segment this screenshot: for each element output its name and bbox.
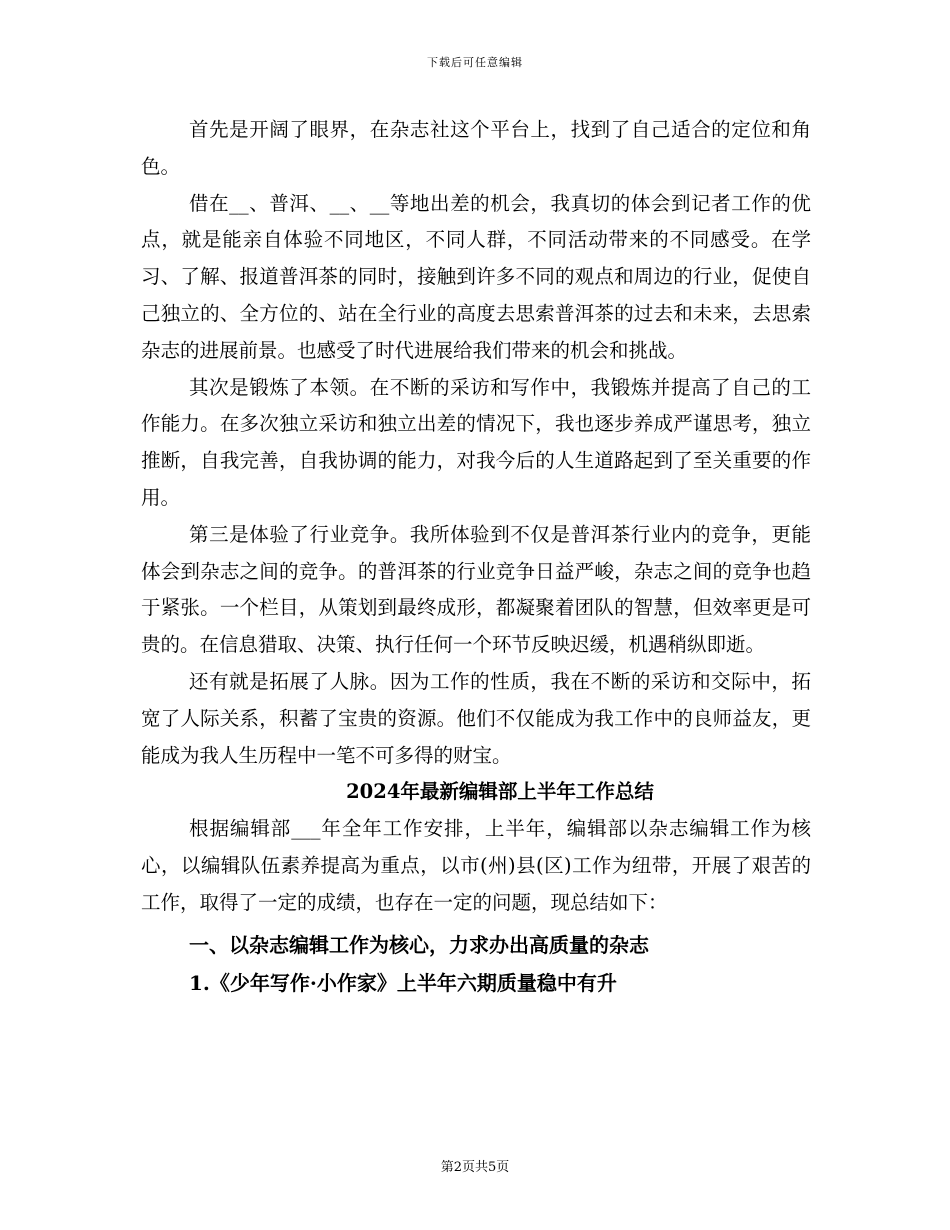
- page-footer: 第2页共5页: [440, 1160, 510, 1175]
- paragraph-network: 还有就是拓展了人脉。因为工作的性质，我在不断的采访和交际中，拓宽了人际关系，积蓄了宝贵的资源。他们不仅能成为我工作中的良师益友，更能成为我人生历程中一笔不可多得的财宝。: [141, 669, 811, 767]
- document-body: [141, 112, 811, 1002]
- paragraph-competition: 第三是体验了行业竞争。我所体验到不仅是普洱茶行业内的竞争，更能体会到杂志之间的竞争。的普洱茶的行业竞争日益严峻，杂志之间的竞争也趋于紧张。一个栏目，从策划到最终成形，都凝聚着团队的智慧，但效率更是可贵的。在信息猎取、决策、执行任何一个环节反映迟缓，机遇稍纵即逝。: [141, 522, 811, 657]
- section-title: 2024年最新编辑部上半年工作总结: [346, 780, 654, 804]
- paragraph-travel: 借在__、普洱、__、__等地出差的机会，我真切的体会到记者工作的优点，就是能亲自体验不同地区，不同人群，不同活动带来的不同感受。在学习、了解、报道普洱茶的同时，接触到许多不同的观点和周边的行业，促使自己独立的、全方位的、站在全行业的高度去思索普洱茶的过去和未来，去思索杂志的进展前景。也感受了时代进展给我们带来的机会和挑战。: [141, 191, 811, 362]
- page-header: 下载后可任意编辑: [427, 56, 523, 69]
- heading-level-2: 1.《少年写作·小作家》上半年六期质量稳中有升: [189, 970, 617, 995]
- paragraph-skills: 其次是锻炼了本领。在不断的采访和写作中，我锻炼并提高了自己的工作能力。在多次独立采访和独立出差的情况下，我也逐步养成严谨思考，独立推断，自我完善，自我协调的能力，对我今后的人生道路起到了至关重要的作用。: [141, 375, 811, 509]
- heading-level-1: 一、以杂志编辑工作为核心，力求办出高质量的杂志: [189, 932, 649, 957]
- paragraph-intro: 根据编辑部___年全年工作安排，上半年，编辑部以杂志编辑工作为核心，以编辑队伍素养提高为重点，以市(州)县(区)工作为纽带，开展了艰苦的工作，取得了一定的成绩，也存在一定的问题，现总结如下：: [141, 817, 811, 914]
- paragraph-horizons: 首先是开阔了眼界，在杂志社这个平台上，找到了自己适合的定位和角色。: [141, 118, 811, 178]
